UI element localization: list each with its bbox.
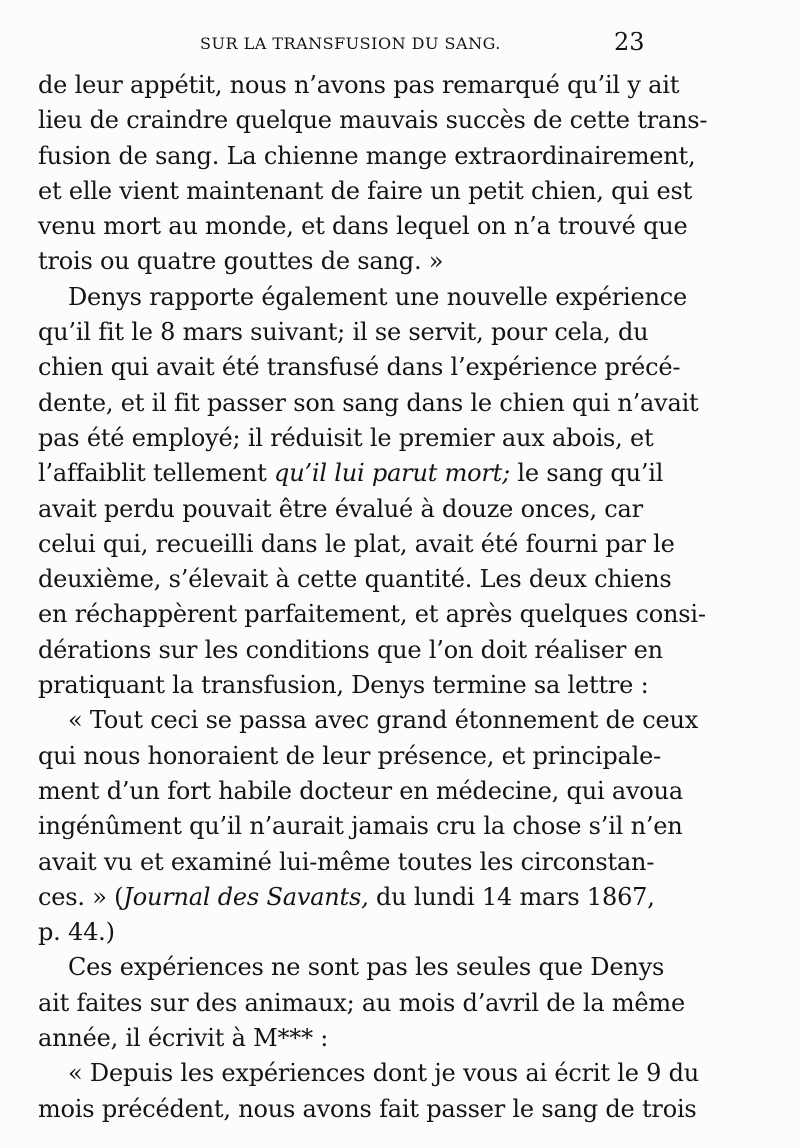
text-line: dente, et il fit passer son sang dans le chien qui n’avait bbox=[38, 388, 699, 417]
text-line: avait perdu pouvait être évalué à douze onces, car bbox=[38, 494, 643, 523]
text-line: mois précédent, nous avons fait passer le sang de trois bbox=[38, 1094, 697, 1123]
text-line bbox=[38, 456, 664, 491]
page-number: 23 bbox=[614, 28, 645, 56]
text-line: dérations sur les conditions que l’on doit réaliser en bbox=[38, 635, 663, 664]
text-span: du lundi 14 mars 1867, bbox=[368, 882, 655, 911]
text-line: « Tout ceci se passa avec grand étonnement de ceux bbox=[68, 706, 699, 735]
text-line: pratiquant la transfusion, Denys termine sa lettre : bbox=[38, 671, 649, 700]
text-line: fusion de sang. La chienne mange extraordinairement, bbox=[38, 141, 696, 170]
text-line: Ces expériences ne sont pas les seules que Denys bbox=[68, 953, 665, 982]
text-line bbox=[38, 880, 655, 915]
running-header bbox=[0, 30, 800, 60]
text-span: l’affaiblit tellement bbox=[38, 459, 275, 488]
text-line: année, il écrivit à M*** : bbox=[38, 1024, 329, 1053]
text-line: Denys rapporte également une nouvelle expérience bbox=[68, 282, 687, 311]
text-line: ingénûment qu’il n’aurait jamais cru la chose s’il n’en bbox=[38, 812, 683, 841]
text-line: venu mort au monde, et dans lequel on n’a trouvé que bbox=[38, 212, 688, 241]
italic-text-span: qu’il lui parut mort; bbox=[274, 459, 510, 488]
text-line: en réchappèrent parfaitement, et après quelques consi- bbox=[38, 600, 706, 629]
text-line: avait vu et examiné lui-même toutes les circonstan- bbox=[38, 847, 655, 876]
body-text bbox=[38, 68, 708, 1127]
text-line: qu’il fit le 8 mars suivant; il se servit, pour cela, du bbox=[38, 318, 649, 347]
text-line: lieu de craindre quelque mauvais succès de cette trans- bbox=[38, 106, 708, 135]
text-line: p. 44.) bbox=[38, 918, 115, 947]
text-line: de leur appétit, nous n’avons pas remarqué qu’il y ait bbox=[38, 71, 680, 99]
text-line: chien qui avait été transfusé dans l’expérience précé- bbox=[38, 353, 681, 382]
text-span: ces. » ( bbox=[38, 882, 124, 911]
italic-text-span: Journal des Savants, bbox=[123, 882, 369, 911]
text-line: deuxième, s’élevait à cette quantité. Les deux chiens bbox=[38, 565, 672, 594]
text-line: qui nous honoraient de leur présence, et principale- bbox=[38, 741, 662, 770]
text-span: le sang qu’il bbox=[510, 459, 664, 488]
text-line: ment d’un fort habile docteur en médecine, qui avoua bbox=[38, 776, 683, 805]
text-line: pas été employé; il réduisit le premier aux abois, et bbox=[38, 423, 654, 452]
text-line: ait faites sur des animaux; au mois d’avril de la même bbox=[38, 988, 685, 1017]
text-line: et elle vient maintenant de faire un petit chien, qui est bbox=[38, 176, 693, 205]
text-line: « Depuis les expériences dont je vous ai écrit le 9 du bbox=[68, 1059, 700, 1088]
text-line: trois ou quatre gouttes de sang. » bbox=[38, 247, 444, 276]
text-line: celui qui, recueilli dans le plat, avait été fourni par le bbox=[38, 529, 675, 558]
running-title: SUR LA TRANSFUSION DU SANG. bbox=[200, 34, 501, 53]
